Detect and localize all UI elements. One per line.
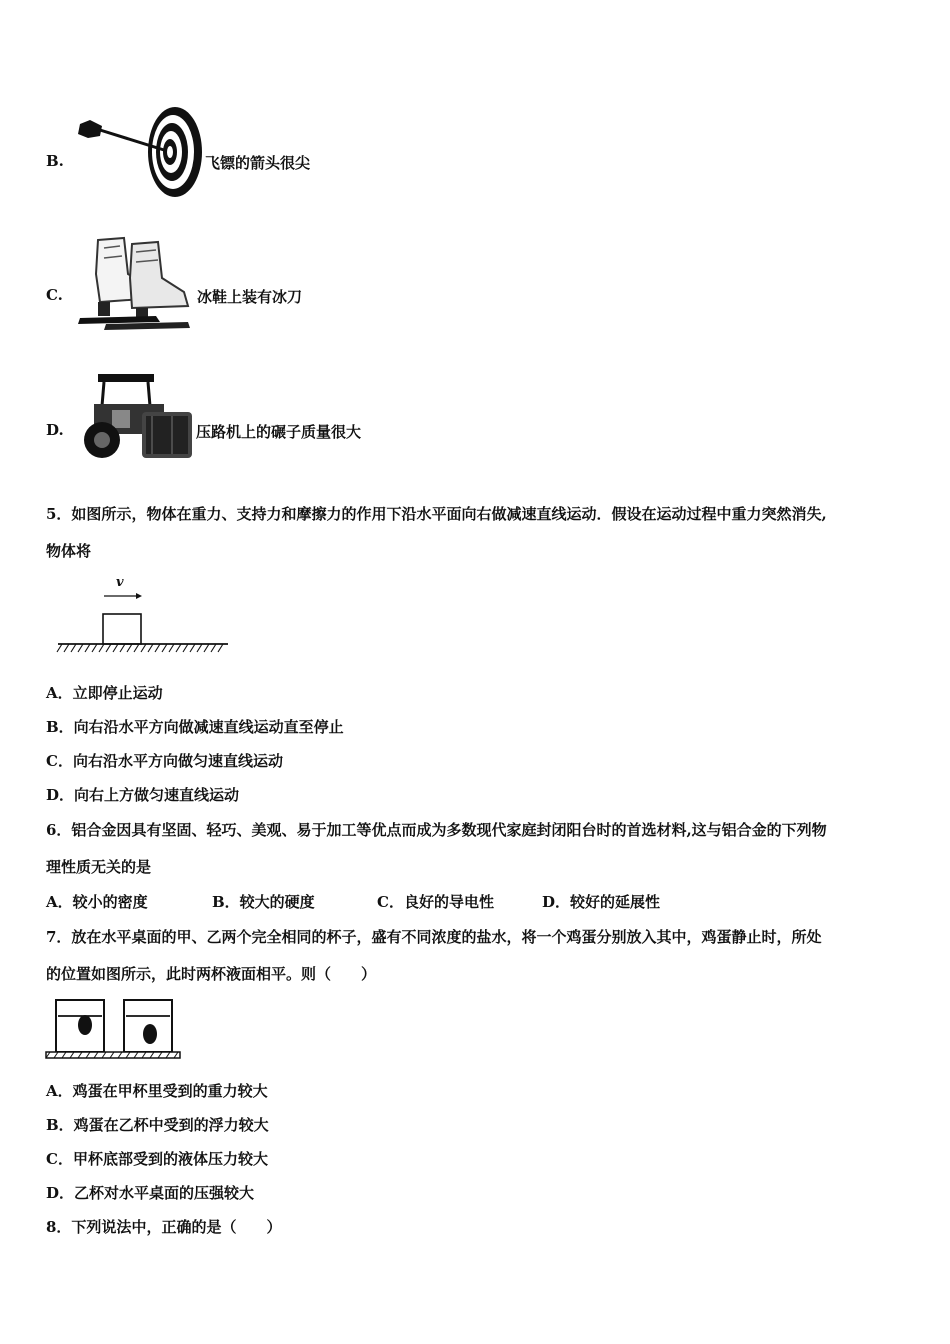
- q7-option-b: B．鸡蛋在乙杯中受到的浮力较大: [46, 1116, 269, 1134]
- q5-option-d: D．向右上方做匀速直线运动: [46, 786, 240, 804]
- egg-in-cup-jia: [78, 1015, 92, 1035]
- q6-option-b: B．较大的硬度: [212, 893, 315, 911]
- ground-hatching: [57, 644, 223, 652]
- egg-in-cup-yi: [143, 1024, 157, 1044]
- q4-option-b-label: B.: [46, 152, 64, 170]
- q6-options-row: [46, 892, 746, 914]
- road-roller-icon: [82, 372, 194, 464]
- q7-option-a: A．鸡蛋在甲杯里受到的重力较大: [46, 1082, 268, 1100]
- q4-option-c-label: C.: [46, 286, 63, 304]
- q5-stem-line1: 5．如图所示，物体在重力、支持力和摩擦力的作用下沿水平面向右做减速直线运动．假设在运动过程中重力突然消失,: [46, 505, 827, 523]
- q7-stem-line1: 7．放在水平桌面的甲、乙两个完全相同的杯子，盛有不同浓度的盐水，将一个鸡蛋分别放入其中，鸡蛋静止时，所处: [46, 928, 822, 946]
- q5-option-c: C．向右沿水平方向做匀速直线运动: [46, 752, 283, 770]
- q4-option-d-text: 压路机上的碾子质量很大: [196, 423, 362, 441]
- q7-figure: [44, 996, 182, 1064]
- velocity-label: v: [116, 575, 124, 590]
- q5-figure: [56, 574, 231, 656]
- q7-option-c: C．甲杯底部受到的液体压力较大: [46, 1150, 268, 1168]
- block-object: [103, 614, 141, 644]
- q6-option-a: A．较小的密度: [46, 893, 148, 911]
- q7-stem-line2: 的位置如图所示，此时两杯液面相平。则（ ）: [46, 965, 377, 983]
- ice-skates-icon: [76, 234, 194, 334]
- q8-stem-line1: 8．下列说法中，正确的是（ ）: [46, 1218, 282, 1236]
- velocity-arrowhead: [136, 593, 142, 599]
- q6-stem-line1: 6．铝合金因具有坚固、轻巧、美观、易于加工等优点而成为多数现代家庭封闭阳台时的首选材料,这与铝合金的下列物: [46, 821, 827, 839]
- q4-option-c-text: 冰鞋上装有冰刀: [197, 288, 303, 306]
- q6-stem-line2: 理性质无关的是: [46, 858, 152, 876]
- q4-option-b-text: 飞镖的箭头很尖: [205, 154, 311, 172]
- q5-stem-line2: 物体将: [46, 542, 92, 560]
- q7-option-d: D．乙杯对水平桌面的压强较大: [46, 1184, 255, 1202]
- q4-option-d-label: D.: [46, 421, 64, 439]
- dart-target-icon: [78, 106, 203, 198]
- q5-option-b: B．向右沿水平方向做减速直线运动直至停止: [46, 718, 344, 736]
- q5-option-a: A．立即停止运动: [46, 684, 163, 702]
- q6-option-c: C．良好的导电性: [377, 893, 494, 911]
- q6-option-d: D．较好的延展性: [542, 893, 661, 911]
